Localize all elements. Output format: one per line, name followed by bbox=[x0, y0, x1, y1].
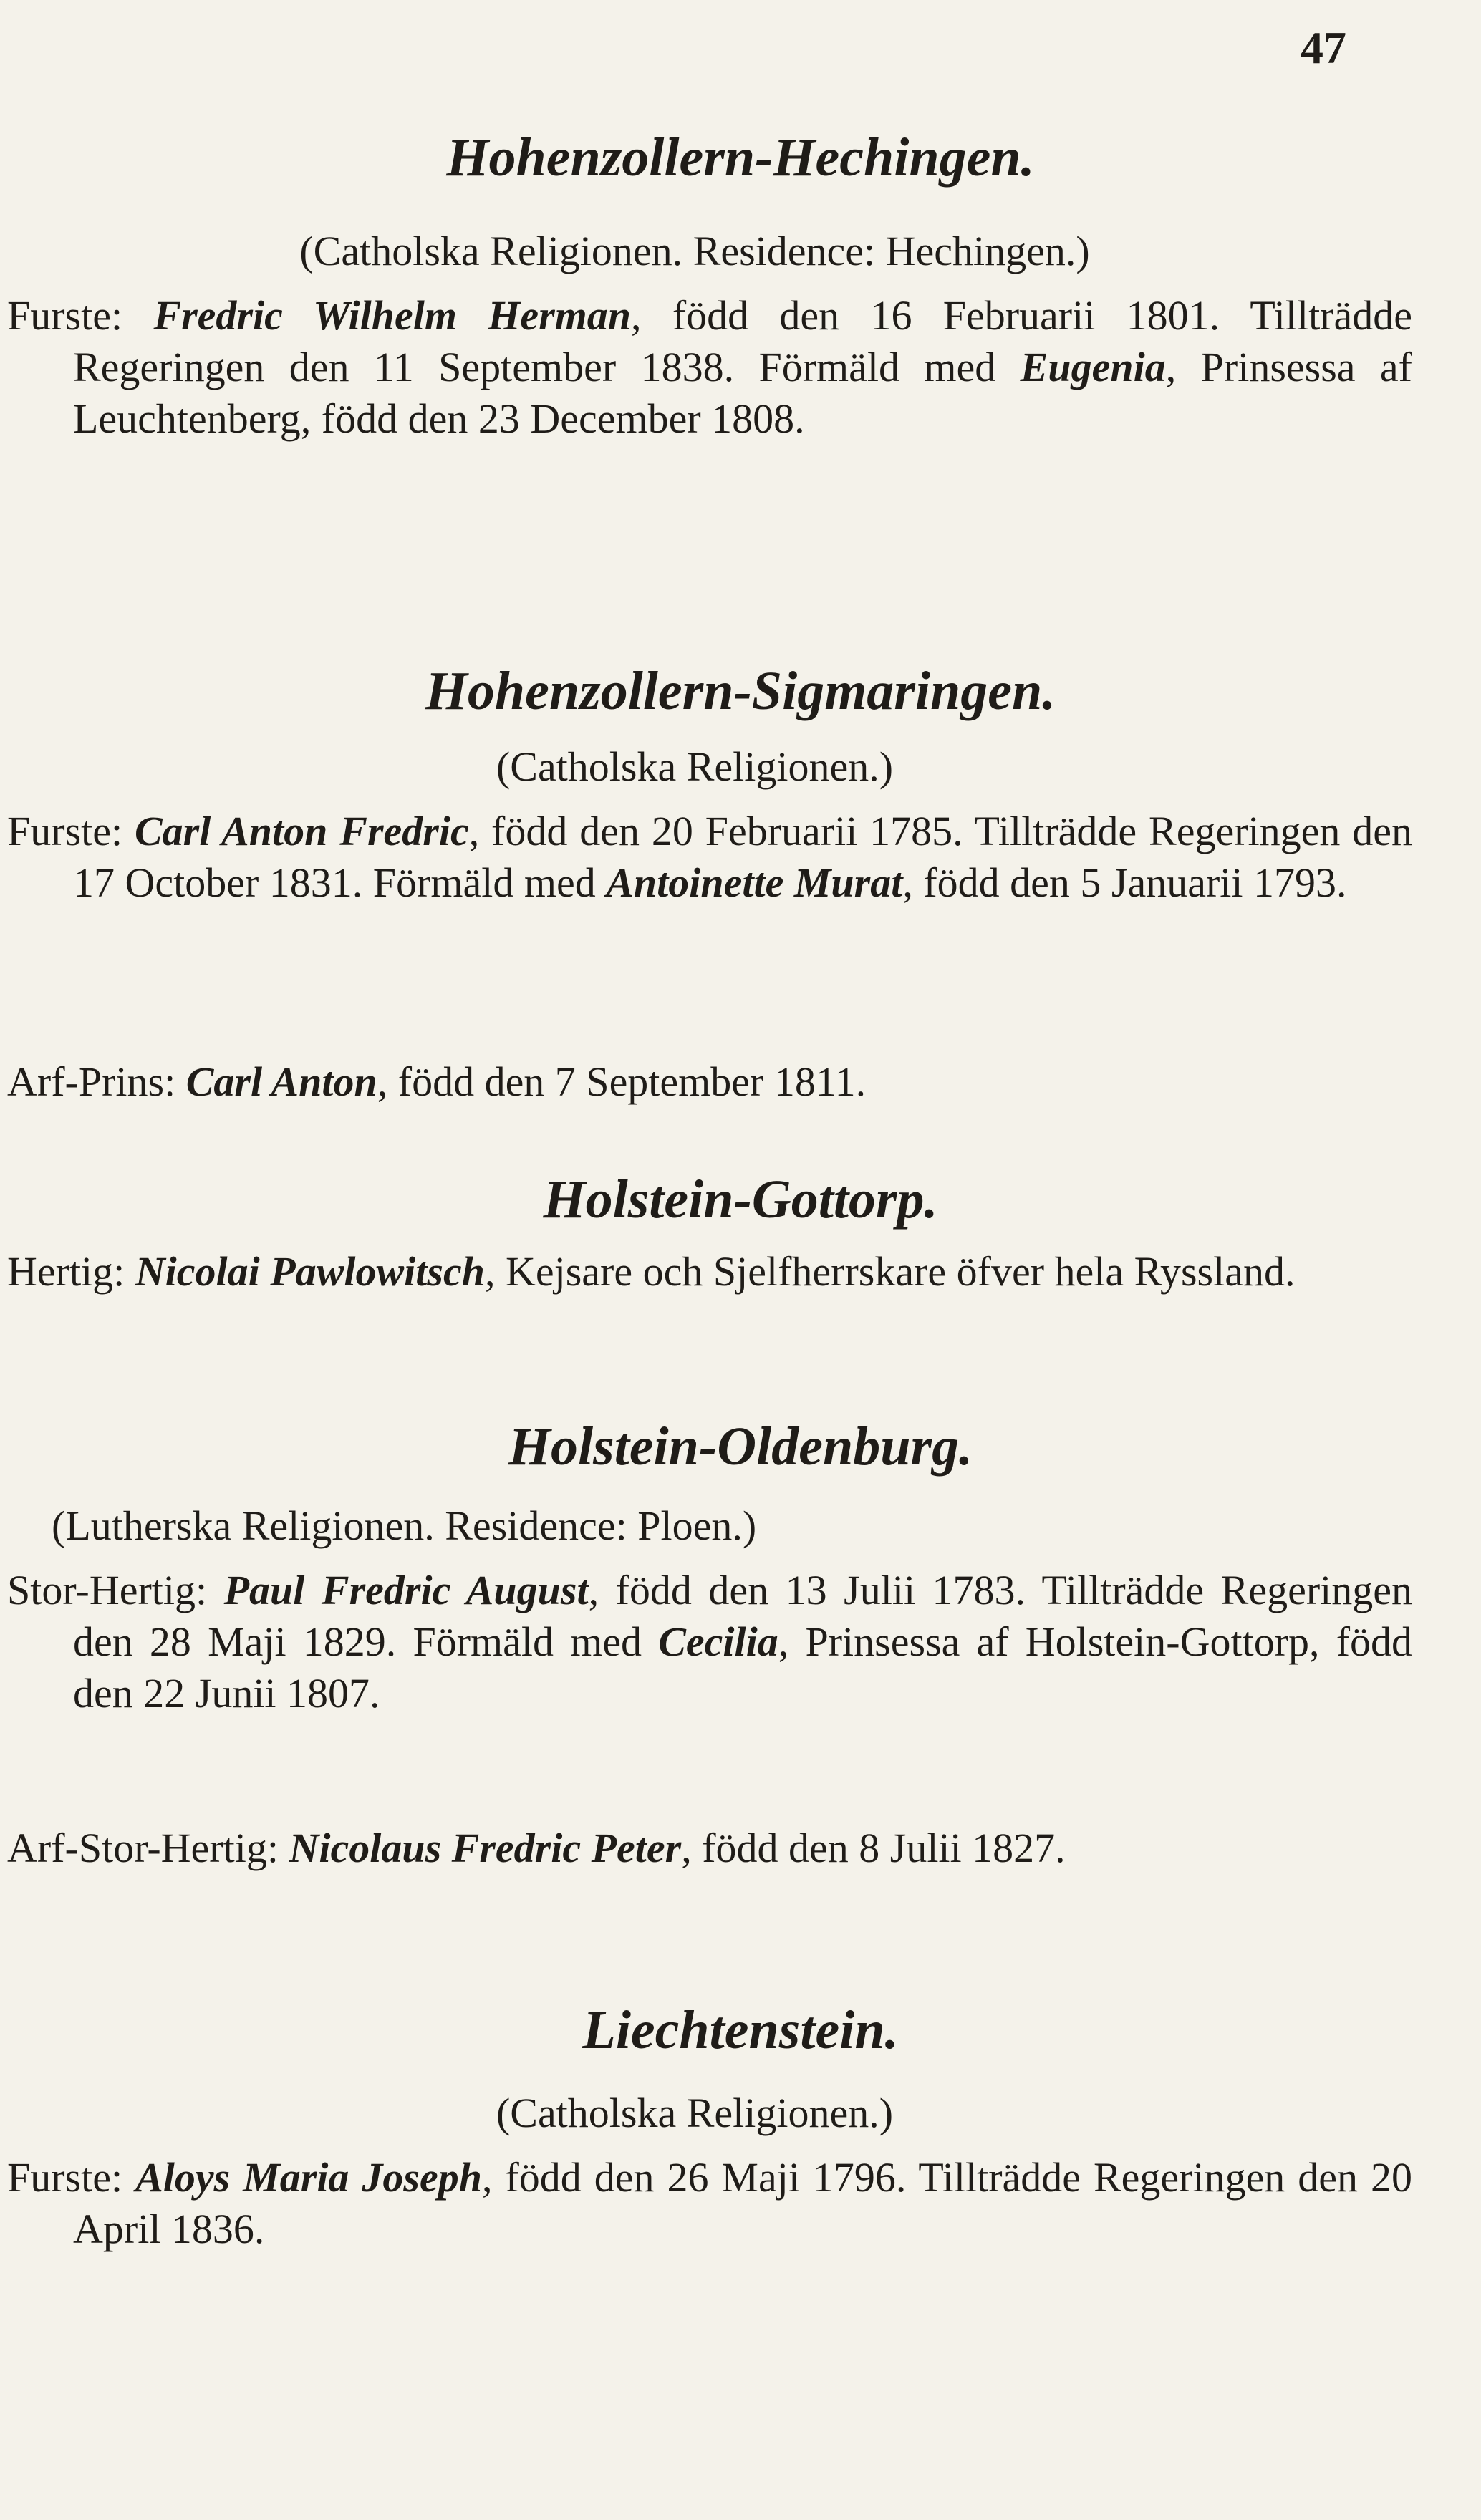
section-title-holstein-oldenburg: Holstein-Oldenburg. bbox=[508, 1416, 973, 1477]
entry-text: , Kejsare och Sjelfherrskare öfver hela Ryssland. bbox=[484, 1248, 1296, 1295]
section-title-holstein-gottorp: Holstein-Gottorp. bbox=[543, 1169, 938, 1230]
entry-text: , född den 16 Februarii 1801. Tillträdde Regeringen den 11 September 1838. Förmäld med bbox=[73, 292, 1412, 390]
ruler-entry bbox=[7, 290, 1412, 445]
note-text: (Catholska Religionen. Residence: Hechingen.) bbox=[299, 228, 1090, 274]
religion-residence-note bbox=[52, 1500, 1346, 1552]
heir-entry bbox=[7, 1823, 1412, 1874]
religion-note bbox=[43, 741, 1346, 793]
title-label: Furste: bbox=[7, 808, 135, 854]
note-text: (Catholska Religionen.) bbox=[496, 2090, 894, 2136]
heir-entry bbox=[7, 1056, 1412, 1108]
title-label: Arf-Stor-Hertig: bbox=[7, 1825, 289, 1871]
person-name: Carl Anton bbox=[185, 1058, 377, 1105]
entry-text: , född den 7 September 1811. bbox=[377, 1058, 867, 1105]
spouse-name: Eugenia bbox=[1020, 344, 1166, 390]
note-text: (Lutherska Religionen. Residence: Ploen.) bbox=[52, 1502, 757, 1549]
entry-text: , Prinsessa af Leuchtenberg, född den 23 December 1808. bbox=[73, 344, 1412, 442]
spouse-name: Cecilia bbox=[658, 1618, 778, 1665]
religion-note bbox=[43, 2087, 1346, 2139]
page-number: 47 bbox=[1301, 22, 1346, 73]
spouse-name: Antoinette Murat bbox=[606, 859, 903, 906]
entry-text: , född den 20 Februarii 1785. Tillträdde Regeringen den 17 October 1831. Förmäld med bbox=[73, 808, 1412, 906]
title-label: Furste: bbox=[7, 2154, 136, 2201]
note-text: (Catholska Religionen.) bbox=[496, 743, 894, 790]
entry-text: , född den 5 Januarii 1793. bbox=[902, 859, 1347, 906]
religion-residence-note bbox=[43, 226, 1346, 277]
ruler-entry bbox=[7, 806, 1412, 909]
section-title-hohenzollern-hechingen: Hohenzollern-Hechingen. bbox=[446, 127, 1035, 188]
person-name: Aloys Maria Joseph bbox=[135, 2154, 482, 2201]
entry-text: , född den 8 Julii 1827. bbox=[681, 1825, 1066, 1871]
entry-text: , född den 26 Maji 1796. Tillträdde Regeringen den 20 April 1836. bbox=[73, 2154, 1412, 2252]
person-name: Paul Fredric August bbox=[223, 1567, 589, 1613]
title-label: Arf-Prins: bbox=[7, 1058, 186, 1105]
title-label: Furste: bbox=[7, 292, 154, 339]
person-name: Carl Anton Fredric bbox=[134, 808, 469, 854]
section-title-liechtenstein: Liechtenstein. bbox=[582, 2000, 899, 2060]
entry-text: , Prinsessa af Holstein-Gottorp, född den 22 Junii 1807. bbox=[73, 1618, 1413, 1717]
ruler-entry bbox=[7, 1246, 1412, 1298]
person-name: Fredric Wilhelm Herman bbox=[153, 292, 632, 339]
section-title-hohenzollern-sigmaringen: Hohenzollern-Sigmaringen. bbox=[425, 661, 1056, 721]
person-name: Nicolai Pawlowitsch bbox=[135, 1248, 485, 1295]
ruler-entry bbox=[7, 2152, 1412, 2255]
title-label: Hertig: bbox=[7, 1248, 135, 1295]
person-name: Nicolaus Fredric Peter bbox=[289, 1825, 682, 1871]
ruler-entry bbox=[7, 1565, 1412, 1719]
title-label: Stor-Hertig: bbox=[7, 1567, 224, 1613]
entry-text: , född den 13 Julii 1783. Tillträdde Regeringen den 28 Maji 1829. Förmäld med bbox=[73, 1567, 1412, 1665]
